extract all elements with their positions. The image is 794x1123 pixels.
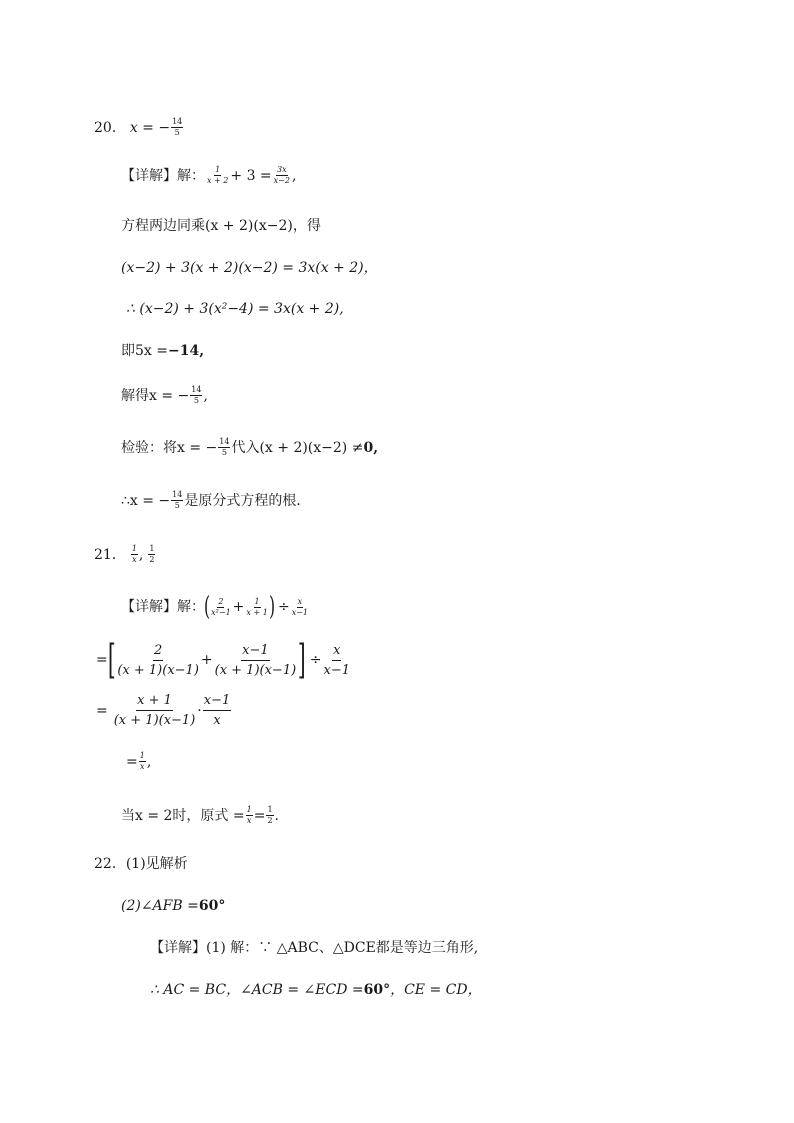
q20-step7-text-b: 是原分式方程的根． bbox=[184, 492, 311, 509]
q21-e5-fraction-1 bbox=[246, 806, 253, 825]
q21-e2-f3-numerator: x bbox=[332, 644, 341, 661]
q20-step5-fraction bbox=[190, 386, 202, 405]
q21-e5-f2-denominator: 2 bbox=[267, 816, 273, 825]
q21-e2-f1-numerator: 2 bbox=[153, 644, 163, 661]
q22-detail-text: 【详解】(1) 解：∵ △ABC、△DCE都是等边三角形, bbox=[150, 940, 479, 956]
q20-step7-fraction bbox=[171, 491, 183, 510]
q20-step6-numerator: 14 bbox=[219, 437, 230, 446]
q21-e5-text: 当x = 2时，原式 = bbox=[121, 807, 245, 824]
q20-step6-value: 0, bbox=[363, 439, 379, 456]
q21-e1-fraction-1 bbox=[210, 598, 232, 617]
q20-step3 bbox=[126, 302, 344, 316]
q22-line2 bbox=[150, 983, 482, 997]
q21-e2-fraction-1 bbox=[116, 644, 200, 677]
q20-step6-fraction bbox=[218, 438, 230, 457]
q20-step6-denominator: 5 bbox=[221, 448, 227, 457]
q21-e4-denominator: x bbox=[140, 762, 145, 771]
q20-step6-text: 检验：将x = − bbox=[121, 439, 218, 456]
q22-detail-line bbox=[150, 941, 478, 955]
q21-e1-f2-numerator: 1 bbox=[254, 596, 260, 606]
q21-e5-equals: = bbox=[253, 807, 266, 824]
q21-ans2-denominator: 2 bbox=[149, 555, 155, 564]
q21-e1-fraction-2 bbox=[245, 598, 268, 617]
q21-e3-f2-numerator: x−1 bbox=[203, 694, 232, 711]
q21-e1-f2-denominator: x + 1 bbox=[246, 607, 268, 617]
q21-answer-line bbox=[94, 545, 156, 564]
q21-e5-f2-numerator: 1 bbox=[267, 805, 273, 814]
q21-e2-fraction-3 bbox=[323, 644, 352, 677]
q21-answer-fraction-1 bbox=[131, 545, 138, 564]
q20-step7-denominator: 5 bbox=[174, 501, 180, 510]
q21-e1-f3-denominator: x−1 bbox=[291, 607, 308, 617]
q21-e3-fraction-2 bbox=[203, 694, 232, 727]
q21-e2-divide: ÷ bbox=[309, 652, 322, 668]
q22-line2-value: 60° bbox=[363, 982, 391, 998]
q21-left-paren: ( bbox=[204, 592, 211, 622]
q21-e1-fraction-3 bbox=[291, 598, 309, 617]
q20-step5-end: , bbox=[203, 387, 208, 404]
q20-step5-text: 解得x = − bbox=[121, 387, 190, 404]
q20-step4-value: −14, bbox=[167, 343, 205, 359]
q21-expr-line-2 bbox=[96, 637, 352, 683]
q21-e5-fraction-2 bbox=[266, 806, 273, 825]
q20-step6 bbox=[121, 438, 378, 457]
q20-step5-denominator: 5 bbox=[193, 396, 199, 405]
q20-step2-text: (x−2) + 3(x + 2)(x−2) = 3x(x + 2)， bbox=[121, 260, 378, 276]
q21-ans2-numerator: 1 bbox=[149, 544, 155, 553]
q21-e4-equals: = bbox=[126, 753, 138, 770]
q20-step5-numerator: 14 bbox=[191, 385, 202, 394]
q21-e3-equals: = bbox=[96, 702, 108, 719]
q21-e1-f1-denominator: x²−1 bbox=[211, 607, 231, 617]
q20-eq-f2-denominator: x−2 bbox=[273, 176, 290, 185]
q22-part2-text: (2)∠AFB = bbox=[121, 898, 199, 914]
q20-detail-line bbox=[121, 166, 296, 185]
q20-eq-f2-numerator: 3x bbox=[277, 165, 287, 174]
q20-eq-middle: + 3 = bbox=[230, 167, 272, 184]
q20-step5 bbox=[121, 386, 208, 405]
q20-step6-text-b: 代入(x + 2)(x−2) ≠ bbox=[231, 439, 364, 456]
q20-step1-text: 方程两边同乘(x + 2)(x−2)，得 bbox=[121, 218, 321, 234]
q21-e1-f1-numerator: 2 bbox=[218, 596, 224, 606]
q21-right-bracket: ] bbox=[298, 637, 306, 683]
q21-e5-f1-denominator: x bbox=[246, 816, 252, 825]
q21-left-bracket: [ bbox=[107, 637, 116, 683]
q21-e1-plus: + bbox=[232, 599, 245, 615]
q22-part2-value: 60° bbox=[198, 898, 226, 914]
q20-step2 bbox=[121, 261, 378, 275]
q21-e3-f1-denominator: (x + 1)(x−1) bbox=[113, 713, 196, 728]
q20-eq-f1-numerator: 1 bbox=[215, 165, 221, 174]
q21-e1-f3-numerator: x bbox=[297, 596, 303, 606]
q21-answer-fraction-2 bbox=[148, 545, 155, 564]
q21-expr-line-5 bbox=[121, 806, 279, 825]
q21-answer-separator: , bbox=[138, 546, 144, 563]
q21-e1-divide: ÷ bbox=[277, 599, 290, 615]
q21-e4-fraction bbox=[139, 752, 146, 771]
q20-answer-denominator: 5 bbox=[174, 128, 180, 137]
q20-eq-f1-denominator: x + 2 bbox=[207, 176, 229, 185]
q21-detail-line bbox=[121, 594, 310, 620]
q20-answer-lhs: x = − bbox=[129, 119, 171, 136]
q21-expr-line-4 bbox=[126, 752, 151, 771]
q20-step4-text: 即5x = bbox=[121, 343, 168, 359]
q21-detail-label: 【详解】解： bbox=[121, 599, 205, 615]
q20-step7 bbox=[121, 491, 310, 510]
q21-right-paren: ) bbox=[268, 592, 275, 622]
q21-ans1-denominator: x bbox=[132, 555, 137, 564]
q20-number: 20． bbox=[94, 119, 126, 136]
q22-answer-line bbox=[94, 857, 188, 871]
q21-e2-f3-denominator: x−1 bbox=[323, 662, 351, 678]
q22-part2-line bbox=[121, 899, 225, 913]
q21-e5-end: . bbox=[274, 807, 279, 824]
q21-e3-f2-denominator: x bbox=[213, 713, 221, 728]
q21-e4-numerator: 1 bbox=[139, 751, 145, 760]
q21-ans1-numerator: 1 bbox=[131, 544, 137, 553]
q21-e5-f1-numerator: 1 bbox=[246, 805, 252, 814]
q20-step7-numerator: 14 bbox=[172, 490, 183, 499]
q22-part1: (1)见解析 bbox=[125, 856, 188, 872]
q21-e4-end: , bbox=[146, 753, 152, 770]
q21-e2-fraction-2 bbox=[214, 644, 298, 677]
q21-e2-f2-numerator: x−1 bbox=[241, 644, 270, 661]
q20-step7-text: ∴x = − bbox=[121, 492, 171, 509]
q20-step3-text: ∴ (x−2) + 3(x²−4) = 3x(x + 2), bbox=[126, 301, 344, 317]
q21-e3-f1-numerator: x + 1 bbox=[136, 694, 173, 711]
q21-expr-line-3 bbox=[96, 694, 232, 727]
q20-eq-fraction-1 bbox=[206, 166, 229, 185]
q20-answer-line bbox=[94, 118, 184, 137]
q21-e2-plus: + bbox=[200, 652, 213, 668]
q22-number: 22． bbox=[94, 856, 126, 872]
q20-step4 bbox=[121, 344, 204, 358]
q21-e2-f2-denominator: (x + 1)(x−1) bbox=[214, 662, 297, 678]
q21-e2-equals: = bbox=[96, 652, 108, 668]
q20-answer-numerator: 14 bbox=[172, 117, 183, 126]
q21-e3-dot: · bbox=[197, 702, 202, 719]
q22-line2-text-b: ，CE = CD， bbox=[390, 982, 482, 998]
q20-eq-fraction-2 bbox=[273, 166, 291, 185]
q20-eq-end: , bbox=[291, 167, 297, 184]
q22-line2-text: ∴ AC = BC，∠ACB = ∠ECD = bbox=[150, 982, 364, 998]
q20-detail-label: 【详解】解： bbox=[121, 167, 205, 184]
q20-answer-fraction bbox=[171, 118, 183, 137]
q20-step1 bbox=[121, 219, 321, 233]
q21-number: 21． bbox=[94, 546, 126, 563]
q21-e2-f1-denominator: (x + 1)(x−1) bbox=[117, 662, 199, 678]
q21-e3-fraction-1 bbox=[113, 694, 197, 727]
